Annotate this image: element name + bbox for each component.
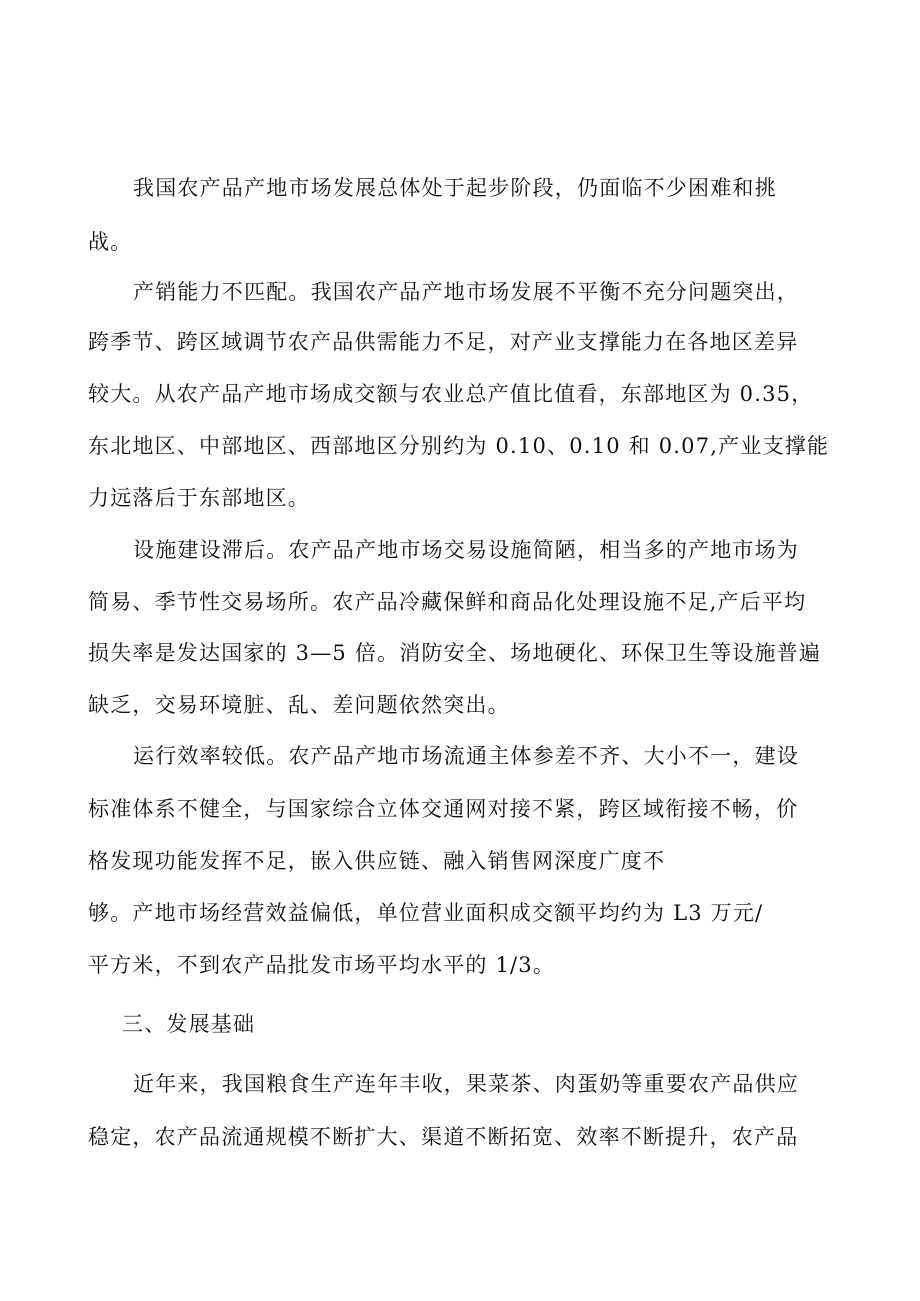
paragraph-line: 格发现功能发挥不足，嵌入供应链、融入销售网深度广度不 [88, 849, 666, 873]
paragraph-line: 东北地区、中部地区、西部地区分别约为 0.10、0.10 和 0.07,产业支撑能 [88, 434, 830, 458]
paragraph-line: 我国农产品产地市场发展总体处于起步阶段，仍面临不少困难和挑 [133, 176, 777, 200]
section-heading: 三、发展基础 [122, 1012, 256, 1036]
paragraph-line: 产销能力不匹配。我国农产品产地市场发展不平衡不充分问题突出， [133, 280, 799, 304]
paragraph-line: 稳定，农产品流通规模不断扩大、渠道不断拓宽、效率不断提升，农产品 [88, 1125, 799, 1149]
paragraph-line: 标准体系不健全，与国家综合立体交通网对接不紧，跨区域衔接不畅，价 [88, 797, 799, 821]
paragraph-line: 战。 [88, 230, 133, 254]
paragraph-line: 平方米，不到农产品批发市场平均水平的 1/3。 [88, 953, 556, 977]
paragraph-line: 较大。从农产品产地市场成交额与农业总产值比值看，东部地区为 0.35， [88, 382, 814, 406]
paragraph-line: 近年来，我国粮食生产连年丰收，果菜茶、肉蛋奶等重要农产品供应 [133, 1072, 799, 1096]
paragraph-line: 运行效率较低。农产品产地市场流通主体参差不齐、大小不一，建设 [133, 744, 799, 768]
paragraph-line: 够。产地市场经营效益偏低，单位营业面积成交额平均约为 L3 万元/ [88, 901, 764, 925]
paragraph-line: 损失率是发达国家的 3—5 倍。消防安全、场地硬化、环保卫生等设施普遍 [88, 641, 822, 665]
paragraph-line: 力远落后于东部地区。 [88, 486, 310, 510]
paragraph-line: 设施建设滞后。农产品产地市场交易设施简陋，相当多的产地市场为 [133, 538, 799, 562]
paragraph-line: 缺乏，交易环境脏、乱、差问题依然突出。 [88, 693, 510, 717]
paragraph-line: 简易、季节性交易场所。农产品冷藏保鲜和商品化处理设施不足,产后平均 [88, 590, 807, 614]
paragraph-line: 跨季节、跨区域调节农产品供需能力不足，对产业支撑能力在各地区差异 [88, 330, 799, 354]
